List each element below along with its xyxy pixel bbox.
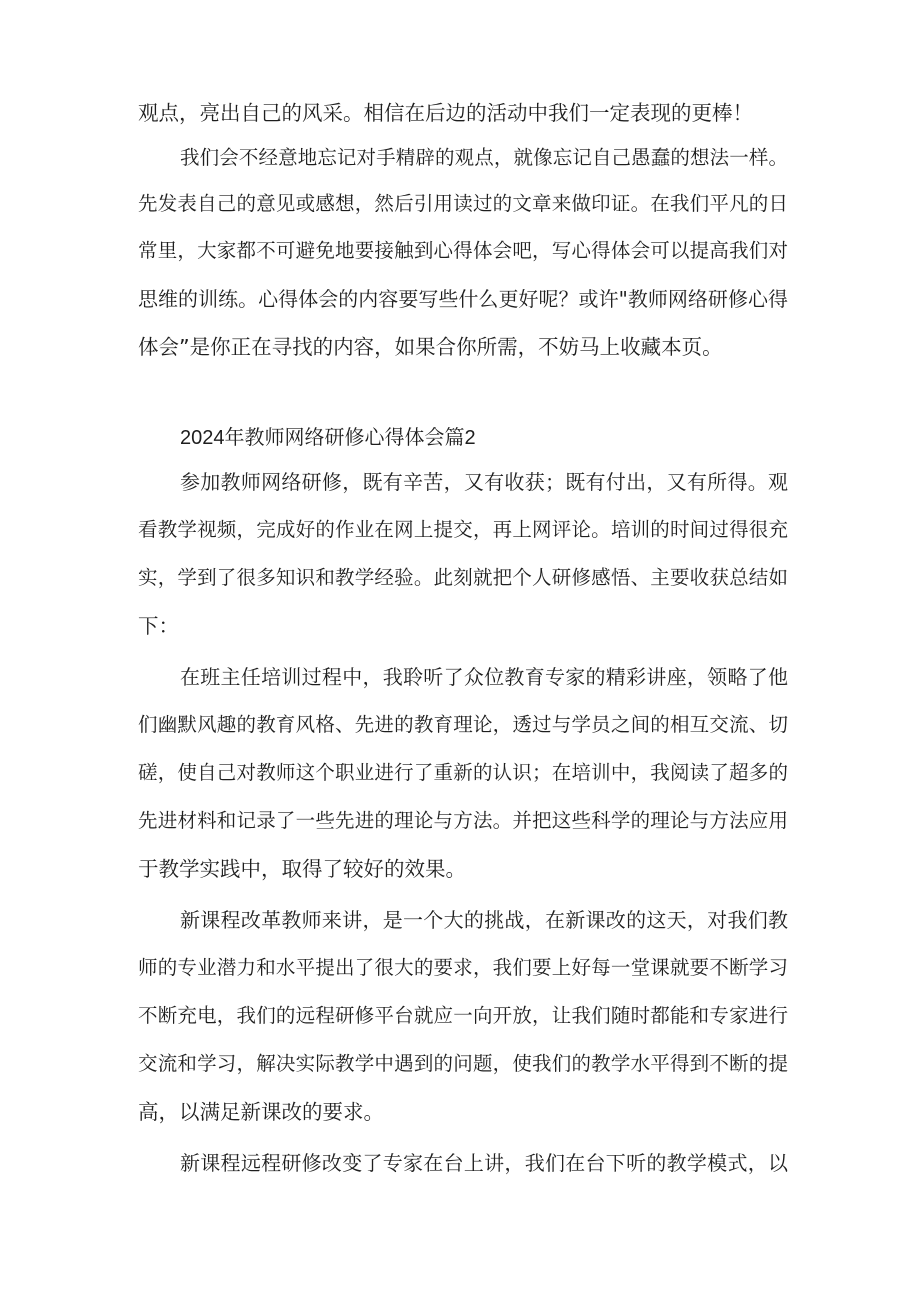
paragraph-line: 先进材料和记录了一些先进的理论与方法。并把这些科学的理论与方法应用 bbox=[138, 809, 789, 832]
paragraph-line: 参加教师网络研修，既有辛苦，又有收获；既有付出，又有所得。观 bbox=[180, 470, 789, 494]
paragraph-line: 看教学视频，完成好的作业在网上提交，再上网评论。培训的时间过得很充 bbox=[138, 518, 789, 541]
paragraph-line: 交流和学习，解决实际教学中遇到的问题，使我们的教学水平得到不断的提 bbox=[138, 1052, 789, 1075]
paragraph-line: 不断充电，我们的远程研修平台就应一向开放，让我们随时都能和专家进行 bbox=[138, 1004, 789, 1027]
paragraph-line: 体会”是你正在寻找的内容，如果合你所需，不妨马上收藏本页。 bbox=[138, 335, 723, 359]
paragraph-line: 们幽默风趣的教育风格、先进的教育理论，透过与学员之间的相互交流、切 bbox=[138, 713, 789, 736]
paragraph-line: 于教学实践中，取得了较好的效果。 bbox=[138, 857, 466, 881]
paragraph-line: 思维的训练。心得体会的内容要写些什么更好呢？或许"教师网络研修心得 bbox=[138, 287, 789, 311]
paragraph-line: 磋，使自己对教师这个职业进行了重新的认识；在培训中，我阅读了超多的 bbox=[138, 761, 789, 784]
paragraph-line: 我们会不经意地忘记对手精辟的观点，就像忘记自己愚蠢的想法一样。 bbox=[180, 146, 789, 169]
paragraph-line: 高，以满足新课改的要求。 bbox=[138, 1100, 384, 1124]
paragraph-line: 先发表自己的意见或感想，然后引用读过的文章来做印证。在我们平凡的日 bbox=[138, 192, 789, 215]
paragraph-line: 常里，大家都不可避免地要接触到心得体会吧，写心得体会可以提高我们对 bbox=[138, 239, 789, 262]
section-heading: 2024年教师网络研修心得体会篇2 bbox=[180, 427, 476, 449]
paragraph-line: 观点，亮出自己的风采。相信在后边的活动中我们一定表现的更棒！ bbox=[138, 101, 753, 125]
paragraph-line: 师的专业潜力和水平提出了很大的要求，我们要上好每一堂课就要不断学习 bbox=[138, 956, 789, 979]
paragraph-line: 下： bbox=[138, 614, 179, 638]
paragraph-line: 新课程改革教师来讲，是一个大的挑战，在新课改的这天，对我们教 bbox=[180, 908, 789, 932]
paragraph-line: 在班主任培训过程中，我聆听了众位教育专家的精彩讲座，领略了他 bbox=[180, 665, 789, 689]
paragraph-line: 新课程远程研修改变了专家在台上讲，我们在台下听的教学模式，以 bbox=[180, 1151, 789, 1175]
paragraph-line: 实，学到了很多知识和教学经验。此刻就把个人研修感悟、主要收获总结如 bbox=[138, 566, 789, 589]
